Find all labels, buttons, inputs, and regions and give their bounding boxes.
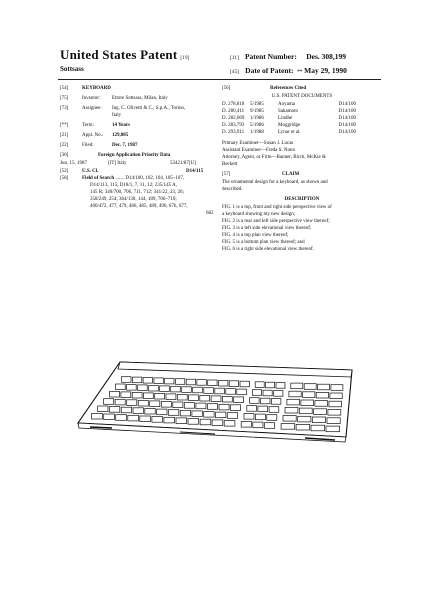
ref-number: D. 293,911 [222, 130, 245, 135]
ref-class: D14/100 [338, 109, 356, 114]
keyboard-key [269, 407, 279, 413]
keyboard-key [161, 402, 171, 408]
keyboard-key [145, 408, 155, 414]
keyboard-key [196, 403, 206, 409]
appl-code: [21] [60, 133, 69, 138]
claim-line-2: described. [222, 187, 243, 192]
fig-6: FIG. 6 is a right side elevational view thereof. [222, 247, 314, 252]
description-heading: DESCRIPTION [284, 197, 320, 202]
inventor-value: Ettore Sottsass, Milan, Italy [112, 96, 168, 101]
keyboard-key [127, 385, 137, 391]
ref-class: D14/100 [338, 102, 356, 107]
keyboard-key [231, 405, 241, 411]
keyboard-key [204, 388, 214, 394]
search-label: Field of Search [82, 176, 115, 181]
keyboard-key [157, 409, 167, 415]
search-row: [58] Field of Search ....... D14/100, 102, 104, 105–107, D14/113, 115; D18/1, 7, 11, 12; 235/145 A, 145 R; 340/700, 706, 711, 712; 341/22, 23, 26; 358/249, 254; 364/130, 144, 189, 706–710; 400/472, 477, 479, 486, 485, 489, 496, 676, 677, 682 [60, 176, 214, 216]
fig-1-line-1: FIG. 1 is a top, front and right side perspective view of [222, 205, 332, 210]
ref-date: 1/1988 [250, 130, 264, 135]
fig-1-line-2: a keyboard showing my new design; [222, 212, 296, 217]
keyboard-key [299, 408, 312, 414]
keyboard-key [263, 390, 272, 396]
ref-number: D. 278,818 [222, 102, 245, 107]
keyboard-key [281, 424, 295, 430]
keyboard-key [192, 411, 202, 417]
ref-date: 1/1986 [250, 116, 264, 121]
search-line-4: 358/249, 254; 364/130, 144, 189, 706–710; [90, 197, 177, 202]
keyboard-key [121, 392, 131, 398]
keyboard-key [227, 413, 237, 419]
keyboard-key [216, 412, 226, 418]
keyboard-key [258, 406, 268, 412]
keyboard-key [226, 389, 236, 395]
keyboard-key [110, 391, 120, 397]
ref-name: Moggridge [278, 123, 301, 128]
keyboard-key [207, 404, 217, 410]
header-inventor: Sottsass [60, 65, 84, 73]
term-value: 14 Years [112, 123, 131, 128]
keyboard-key [152, 417, 163, 423]
keyboard-key [184, 403, 194, 409]
keyboard-key [204, 412, 214, 418]
keyboard-key [168, 410, 178, 416]
assistant-examiner: Assistant Examiner—Freda S. Nunn [222, 148, 296, 153]
keyboard-key [253, 422, 263, 428]
keyboard-key [186, 379, 195, 385]
keyboard-key [287, 399, 300, 405]
keyboard-key [296, 424, 310, 430]
ref-name: Aoyama [278, 102, 295, 107]
keyboard-key [328, 410, 341, 416]
keyboard-key [326, 426, 340, 432]
uscl-label: U.S. Cl. [82, 169, 99, 174]
keyboard-key [255, 382, 264, 388]
assignee-code: [73] [60, 106, 69, 111]
keyboard-key [291, 383, 303, 389]
refs-code: [56] [222, 86, 231, 91]
keyboard-key [132, 392, 142, 398]
search-code: [58] [60, 176, 69, 181]
refs-heading: References Cited [270, 86, 307, 91]
refs-subheading: U.S. PATENT DOCUMENTS [271, 94, 333, 99]
ref-class: D14/100 [338, 116, 356, 121]
claim-heading: CLAIM [282, 172, 300, 177]
assignee-line-2: Italy [112, 113, 122, 118]
keyboard-key [234, 397, 244, 403]
fig-5: FIG. 5 is a bottom plan view thereof; and [222, 240, 305, 245]
keyboard-key [175, 379, 184, 385]
date-code: [45] [230, 69, 240, 75]
priority-date: Jun. 15, 1987 [60, 161, 87, 166]
keyboard-key [331, 385, 343, 391]
keyboard-key [250, 398, 260, 404]
claim-code: [57] [222, 172, 231, 177]
keyboard-key [255, 414, 265, 420]
keyboard-key [189, 395, 199, 401]
keyboard-key [133, 408, 143, 414]
ref-number: D. 283,793 [222, 123, 245, 128]
keyboard-key [138, 400, 148, 406]
title-code: [54] [60, 86, 69, 91]
fig-2: FIG. 2 is a rear and left side perspective view thereof; [222, 219, 330, 224]
keyboard-key [327, 418, 340, 424]
keyboard-key [316, 392, 328, 398]
keyboard-key [244, 414, 254, 420]
keyboard-key [116, 384, 126, 390]
keyboard-key [330, 393, 342, 399]
keyboard-key [182, 387, 192, 393]
filed-code: [22] [60, 143, 69, 148]
keyboard-key [271, 399, 281, 405]
ref-name: Lynar et al. [278, 130, 301, 135]
keyboard-key [193, 387, 203, 393]
keyboard-key [222, 396, 232, 402]
keyboard-key [252, 390, 261, 396]
ref-date: 9/1985 [250, 109, 264, 114]
keyboard-key [224, 421, 235, 427]
keyboard-key [289, 391, 301, 397]
keyboard-key [92, 413, 103, 419]
keyboard-key [154, 378, 163, 384]
title-text: United States Patent [60, 47, 178, 62]
keyboard-key [143, 378, 152, 384]
keyboard-key [98, 406, 108, 412]
keyboard-key [219, 380, 228, 386]
ref-class: D14/100 [338, 123, 356, 128]
inventor-code: [75] [60, 96, 69, 101]
term-label: Term: [82, 123, 94, 128]
keyboard-key [329, 401, 342, 407]
keyboard-key [219, 404, 229, 410]
keyboard-key [247, 406, 257, 412]
keyboard-key [303, 392, 315, 398]
keyboard-key [301, 400, 314, 406]
keyboard-key [180, 410, 190, 416]
keyboard-key [150, 401, 160, 407]
title-ref: [19] [180, 56, 190, 61]
keyboard-key [165, 378, 174, 384]
keyboard-key [267, 415, 277, 421]
keyboard-key [122, 377, 131, 383]
keyboard-key [200, 419, 211, 425]
assignee-label: Assignee: [82, 106, 102, 111]
keyboard-key [215, 388, 225, 394]
keyboard-key [200, 395, 210, 401]
priority-heading: Foreign Application Priority Data [98, 153, 171, 158]
ref-class: D14/100 [338, 130, 356, 135]
ref-name: Lindhé [278, 116, 293, 121]
search-line-5: 400/472, 477, 479, 486, 485, 489, 496, 676, 677, [90, 204, 188, 209]
filed-value: Dec. 7, 1987 [112, 143, 138, 148]
design-title: KEYBOARD [82, 86, 111, 91]
search-line-6: 682 [206, 211, 214, 216]
priority-country: [IT] Italy [108, 161, 127, 166]
keyboard-key [318, 384, 330, 390]
ref-name: Sakamoto [278, 109, 298, 114]
keyboard-key [315, 401, 328, 407]
ref-number: D. 282,069 [222, 116, 245, 121]
keyboard-key [261, 398, 271, 404]
keyboard-key [312, 417, 325, 423]
search-line-2: D14/113, 115; D18/1, 7, 11, 12; 235/145 A, [90, 183, 177, 188]
keyboard-key [116, 415, 127, 421]
priority-number: 53421/87[U] [170, 161, 196, 166]
keyboard-key [132, 377, 141, 383]
keyboard-key [229, 381, 238, 387]
inventor-label: Inventor: [82, 96, 101, 101]
keyboard-key [211, 396, 221, 402]
fig-3: FIG. 3 is a left side elevational view thereof; [222, 226, 312, 231]
keyboard-key [140, 416, 151, 422]
keyboard-key [149, 385, 159, 391]
keyboard-key [128, 415, 139, 421]
keyboard-key [241, 422, 251, 428]
keyboard-key [314, 409, 327, 415]
keyboard-key [304, 384, 316, 390]
keyboard-key [160, 386, 170, 392]
keyboard-key [164, 417, 175, 423]
appl-value: 129,085 [112, 133, 129, 138]
primary-examiner: Primary Examiner—Susan J. Lucas [222, 141, 294, 146]
keyboard-key [121, 407, 131, 413]
keyboard-key [265, 423, 275, 429]
keyboard-key [298, 416, 311, 422]
keyboard-key [197, 380, 206, 386]
keyboard-key [143, 393, 153, 399]
keyboard-key [155, 393, 165, 399]
search-line-1: D14/100, 102, 104, 105–107, [125, 176, 185, 181]
keyboard-key [127, 400, 137, 406]
keyboard-key [104, 399, 114, 405]
attorney-line-2: Beckett [222, 162, 238, 167]
keyboard-key [176, 418, 187, 424]
keyboard-key [138, 385, 148, 391]
uscl-code: [52] [60, 169, 69, 174]
fig-4: FIG. 4 is a top plan view thereof; [222, 233, 289, 238]
keyboard-key [240, 381, 249, 387]
keyboard-key [115, 399, 125, 405]
keyboard-key [188, 419, 199, 425]
term-code: [**] [60, 123, 69, 128]
keyboard-key [208, 380, 217, 386]
priority-code: [30] [60, 153, 69, 158]
keyboard-key [173, 402, 183, 408]
front-groove-left [90, 427, 112, 428]
keyboard-key [237, 389, 247, 395]
keyboard-key [276, 383, 285, 389]
appl-label: Appl. No.: [82, 133, 104, 138]
ref-date: 5/1986 [250, 123, 264, 128]
keyboard-key [177, 394, 187, 400]
date-label: Date of Patent: [245, 66, 294, 75]
keyboard-key [311, 425, 325, 431]
search-line-3: 145 R; 340/700, 706, 711, 712; 341/22, 23, 26; [90, 190, 184, 195]
keyboard-key [171, 386, 181, 392]
patent-number: Des. 308,199 [306, 52, 347, 61]
keyboard-key [274, 391, 283, 397]
keyboard-key [104, 414, 115, 420]
patent-number-code: [11] [230, 55, 239, 61]
keyboard-key [166, 394, 176, 400]
keyboard-key [285, 407, 298, 413]
assignee-line-1: Ing. C. Olivetti & C., S.p.A., Torino, [112, 106, 186, 111]
patent-date: May 29, 1990 [304, 66, 347, 75]
ref-date: 5/1985 [250, 102, 264, 107]
claim-line-1: The ornamental design for a keyboard, as shown and [222, 180, 328, 185]
keyboard-key [212, 420, 223, 426]
patent-number-label: Patent Number: [244, 52, 297, 61]
keyboard-key [109, 407, 119, 413]
uscl-value: D14/115 [186, 169, 204, 174]
filed-label: Filed: [82, 143, 94, 148]
keyboard-key [283, 416, 296, 422]
ref-number: D. 280,411 [222, 109, 245, 114]
keyboard-key [266, 382, 275, 388]
date-mark: ** [297, 70, 303, 75]
attorney-line-1: Attorney, Agent, or Firm—Banner, Birch, McKie & [222, 155, 326, 160]
